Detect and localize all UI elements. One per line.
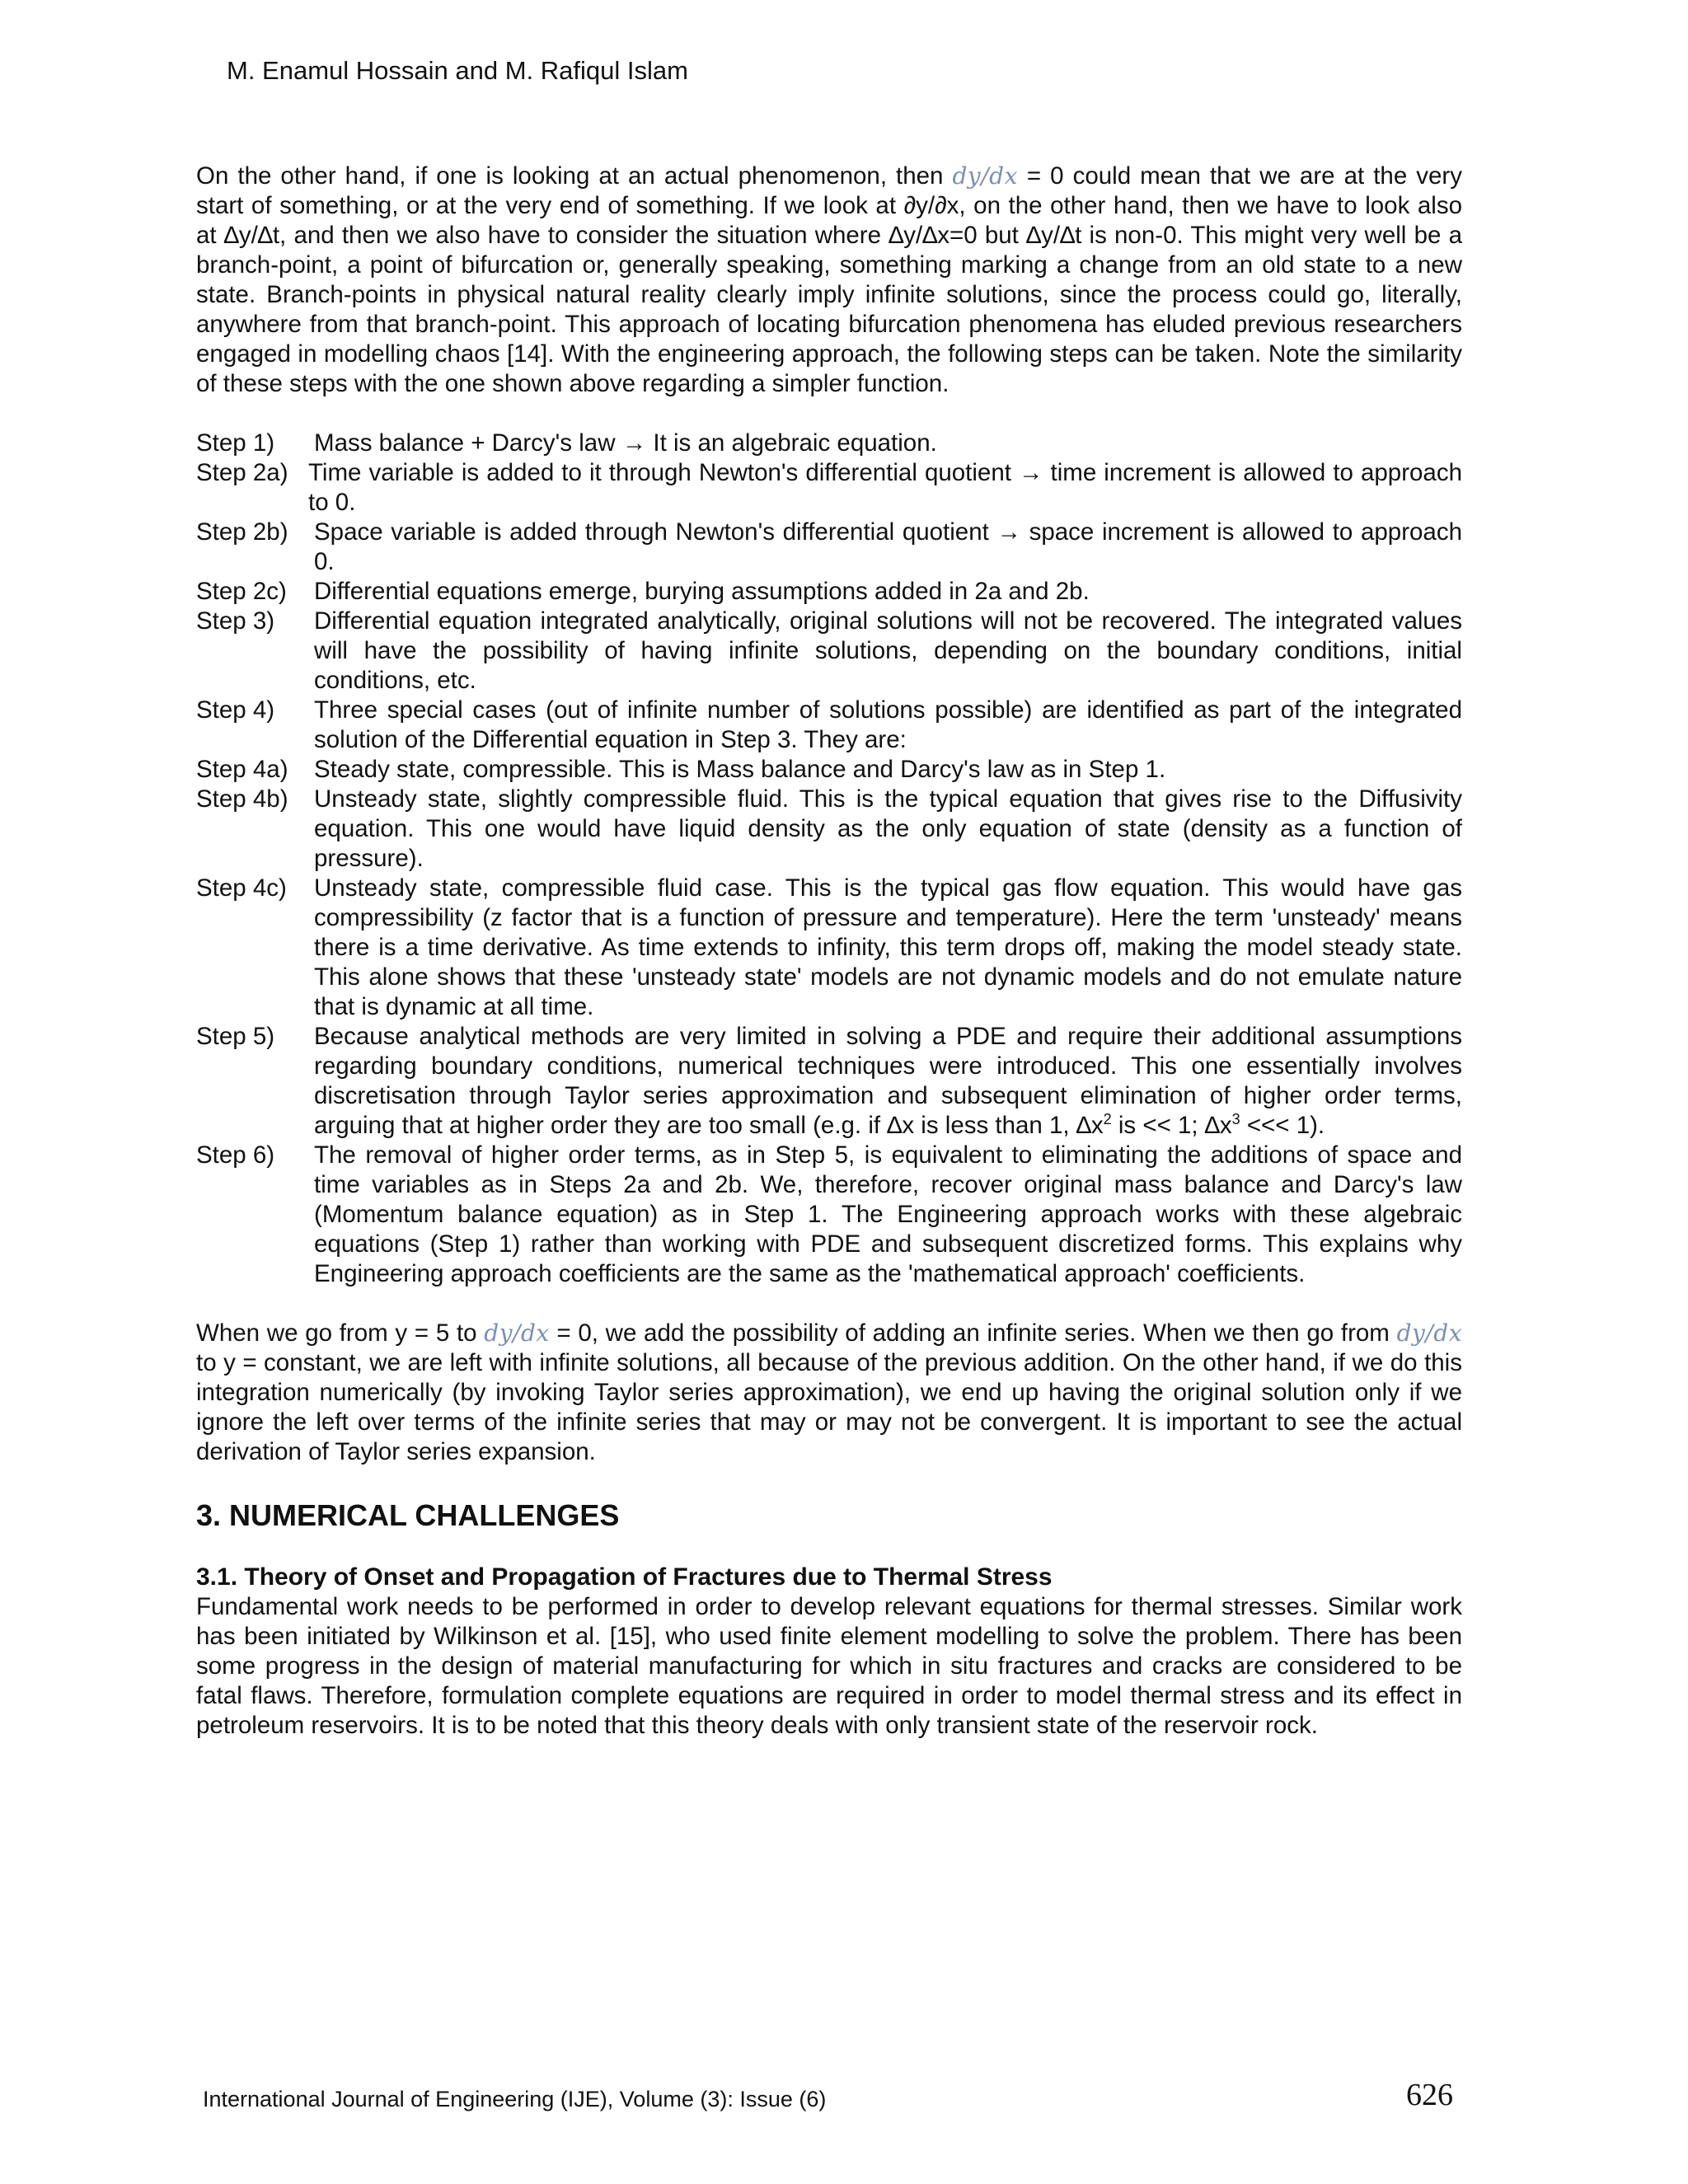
step-item: Step 2a) Time variable is added to it through Newton's differential quotient → time increment is allowed to approach to 0. [196,459,1462,516]
step-item: Step 4c) Unsteady state, compressible fluid case. This is the typical gas flow equation. This would have gas compressibility (z factor that is a function of pressure and temperature). Here the term 'unsteady' means there is a time derivative. As time extends to infinity, this term drops off, making the model steady state. This alone shows that these 'unsteady state' models are not dynamic models and do not emulate nature that is dynamic at all time. [196,874,1462,1020]
main-content [196,162,1462,1741]
section-heading: 3. NUMERICAL CHALLENGES [196,1498,620,1532]
running-header: M. Enamul Hossain and M. Rafiqul Islam [227,56,688,85]
step-item: Step 1) Mass balance + Darcy's law → It is an algebraic equation. [196,429,937,457]
equation-dy-dx: dy/dx [1396,1319,1462,1347]
subsection-heading: 3.1. Theory of Onset and Propagation of Fractures due to Thermal Stress [196,1563,1053,1591]
journal-footer: International Journal of Engineering (IJE), Volume (3): Issue (6) [203,2087,827,2111]
step-item: Step 4) Three special cases (out of infinite number of solutions possible) are identified as part of the integrated solution of the Differential equation in Step 3. They are: [196,696,1462,753]
step-item: Step 4a) Steady state, compressible. This is Mass balance and Darcy's law as in Step 1. [196,756,1166,783]
page-number: 626 [1406,2078,1453,2112]
equation-dy-dx: dy/dx [484,1319,550,1347]
equation-dy-dx: dy/dx [952,162,1018,190]
step-item-5: Step 5) Because analytical methods are very limited in solving a PDE and require their additional assumptions regarding boundary conditions, numerical techniques were introduced. This one essentially involves discretisation through Taylor series approximation and subsequent elimination of higher order terms, arguing that at higher order they are too small (e.g. if ∆x is less than 1, $\Delta x^2$ is << 1; $\Delta x^3$ <<< 1). [196,1023,1462,1139]
step-item: Step 4b) Unsteady state, slightly compressible fluid. This is the typical equation that gives rise to the Diffusivity equation. This one would have liquid density as the only equation of state (density as a function of pressure). [196,785,1462,872]
step-item-6: Step 6) The removal of higher order terms, as in Step 5, is equivalent to eliminating the additions of space and time variables as in Steps 2a and 2b. We, therefore, recover original mass balance and Darcy's law (Momentum balance equation) as in Step 1. The Engineering approach works with these algebraic equations (Step 1) rather than working with PDE and subsequent discretized forms. This explains why Engineering approach coefficients are the same as the 'mathematical approach' coefficients. [196,1141,1462,1287]
step-item: Step 3) Differential equation integrated analytically, original solutions will not be recovered. The integrated values will have the possibility of having infinite solutions, depending on the boundary conditions, initial conditions, etc. [196,607,1462,694]
steps-list [196,429,1462,1289]
subsection-paragraph: Fundamental work needs to be performed in order to develop relevant equations for thermal stresses. Similar work has been initiated by Wilkinson et al. [15], who used finite element modelling to solve the problem. There has been some progress in the design of material manufacturing for which in situ fractures and cracks are considered to be fatal flaws. Therefore, formulation complete equations are required in order to model thermal stress and its effect in petroleum reservoirs. It is to be noted that this theory deals with only transient state of the reservoir rock. [196,1593,1462,1739]
series-paragraph: When we go from y = 5 to dy/dx = 0, we add the possibility of adding an infinite series. When we then go from dy/dx to y = constant, we are left with infinite solutions, all because of the previous addition. On the other hand, if we do this integration numerically (by invoking Taylor series approximation), we end up having the original solution only if we ignore the left over terms of the infinite series that may or may not be convergent. It is important to see the actual derivation of Taylor series expansion. [196,1319,1462,1465]
step-item: Step 2c) Differential equations emerge, burying assumptions added in 2a and 2b. [196,578,1090,605]
step-item: Step 2b) Space variable is added through Newton's differential quotient → space increment is allowed to approach 0. [196,518,1462,575]
intro-paragraph: On the other hand, if one is looking at an actual phenomenon, then dy/dx = 0 could mean that we are at the very start of something, or at the very end of something. If we look at ∂y/∂x, on the other hand, then we have to look also at ∆y/∆t, and then we also have to consider the situation where ∆y/∆x=0 but ∆y/∆t is non-0. This might very well be a branch-point, a point of bifurcation or, generally speaking, something marking a change from an old state to a new state. Branch-points in physical natural reality clearly imply infinite solutions, since the process could go, literally, anywhere from that branch-point. This approach of locating bifurcation phenomena has eluded previous researchers engaged in modelling chaos [14]. With the engineering approach, the following steps can be taken. Note the similarity of these steps with the one shown above regarding a simpler function. [196,162,1462,397]
